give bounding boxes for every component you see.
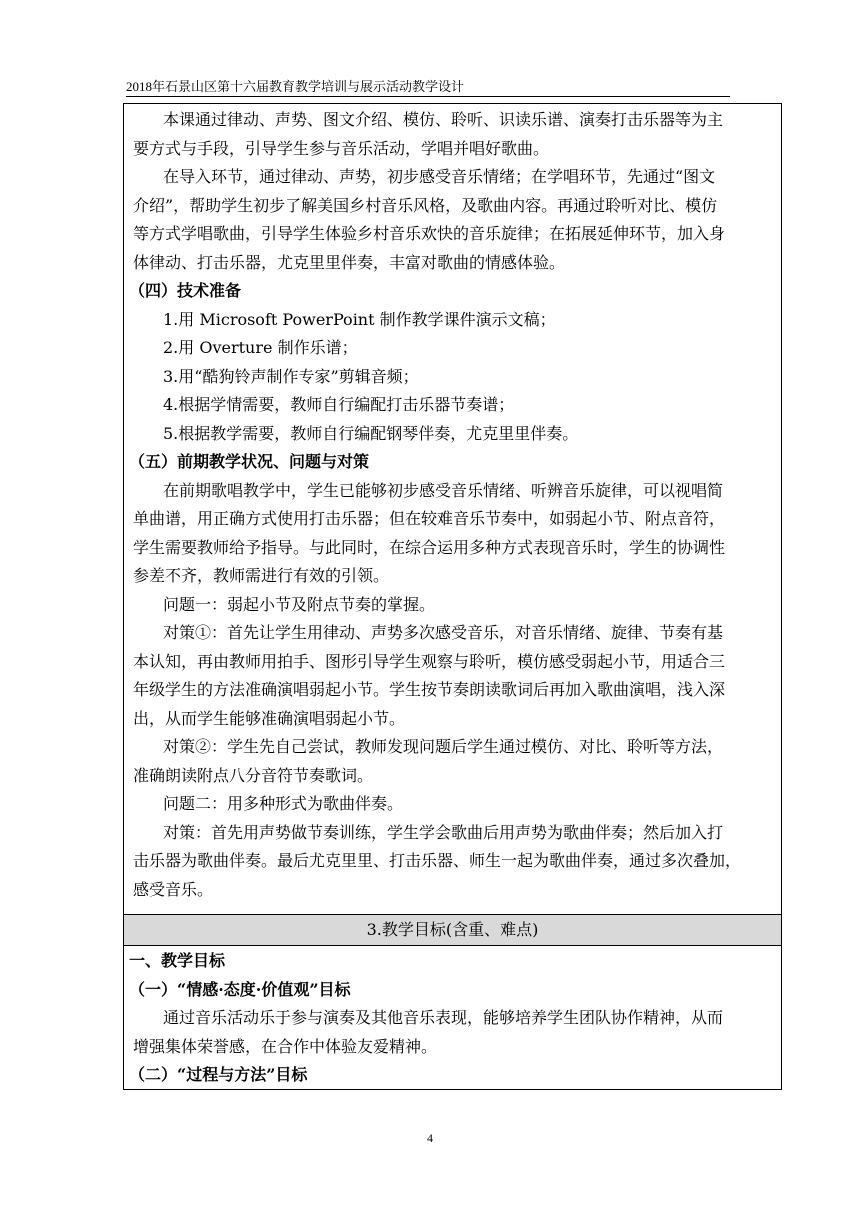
problem-two: 问题二：用多种形式为歌曲伴奏。 <box>163 794 404 813</box>
paragraph-line: 本课通过律动、声势、图文介绍、模仿、聆听、识读乐谱、演奏打击乐器等为主 <box>163 110 724 129</box>
prior-teaching-heading: （五）前期教学状况、问题与对策 <box>129 452 370 471</box>
goals-heading: 一、教学目标 <box>129 951 226 970</box>
paragraph-line: 学生需要教师给予指导。与此同时，在综合运用多种方式表现音乐时，学生的协调性 <box>133 537 726 557</box>
paragraph-line: 本认知，再由教师用拍手、图形引导学生观察与聆听，模仿感受弱起小节，用适合三 <box>133 651 726 671</box>
paragraph-line: 通过音乐活动乐于参与演奏及其他音乐表现，能够培养学生团队协作精神，从而 <box>163 1008 724 1027</box>
paragraph-line: 要方式与手段，引导学生参与音乐活动，学唱并唱好歌曲。 <box>133 138 550 158</box>
teaching-goals-section <box>125 947 781 1090</box>
page-number: 4 <box>427 1131 433 1145</box>
paragraph-line: 年级学生的方法准确演唱弱起小节。学生按节奏朗读歌词后再加入歌曲演唱，浅入深 <box>133 680 726 699</box>
tech-prep-heading: （四）技术准备 <box>129 281 242 300</box>
tech-item: 3.用“酷狗铃声制作专家”剪辑音频； <box>163 366 419 386</box>
problem-one: 问题一：弱起小节及附点节奏的掌握。 <box>163 594 436 614</box>
paragraph-line: 介绍”，帮助学生初步了解美国乡村音乐风格，及歌曲内容。再通过聆听对比、模仿 <box>133 195 718 215</box>
paragraph-line: 单曲谱，用正确方式使用打击乐器；但在较难音乐节奏中，如弱起小节、附点音符， <box>133 509 726 528</box>
teaching-goals-bar: 3.教学目标(含重、难点) <box>124 914 781 946</box>
paragraph-line: 增强集体荣誉感，在合作中体验友爱精神。 <box>133 1036 438 1056</box>
tech-item: 1.用 Microsoft PowerPoint 制作教学课件演示文稿； <box>163 309 556 329</box>
tech-item: 4.根据学情需要，教师自行编配打击乐器节奏谱； <box>163 395 515 414</box>
paragraph-line: 在导入环节，通过律动、声势，初步感受音乐情绪；在学唱环节，先通过“图文 <box>163 167 716 186</box>
paragraph-line: 准确朗读附点八分音符节奏歌词。 <box>133 765 374 785</box>
paragraph-line: 对策②：学生先自己尝试，教师发现问题后学生通过模仿、对比、聆听等方法， <box>163 737 724 756</box>
paragraph-line: 等方式学唱歌曲，引导学生体验乡村音乐欢快的音乐旋律；在拓展延伸环节，加入身 <box>133 224 726 243</box>
course-approach-section <box>125 106 781 904</box>
paragraph-line: 感受音乐。 <box>133 879 214 899</box>
paragraph-line: 击乐器为歌曲伴奏。最后尤克里里、打击乐器、师生一起为歌曲伴奏，通过多次叠加， <box>133 851 742 870</box>
paragraph-line: 对策①：首先让学生用律动、声势多次感受音乐，对音乐情绪、旋律、节奏有基 <box>163 623 724 642</box>
header-rule <box>126 96 730 97</box>
paragraph-line: 出，从而学生能够准确演唱弱起小节。 <box>133 708 406 728</box>
paragraph-line: 在前期歌唱教学中，学生已能够初步感受音乐情绪、听辨音乐旋律，可以视唱简 <box>163 480 724 500</box>
goal-process-heading: （二）“过程与方法”目标 <box>129 1065 308 1084</box>
paragraph-line: 体律动、打击乐器，尤克里里伴奏，丰富对歌曲的情感体验。 <box>133 252 566 272</box>
paragraph-line: 参差不齐，教师需进行有效的引领。 <box>133 566 390 585</box>
tech-item: 2.用 Overture 制作乐谱； <box>163 338 358 357</box>
tech-item: 5.根据教学需要，教师自行编配钢琴伴奏，尤克里里伴奏。 <box>163 423 579 443</box>
goal-emotion-heading: （一）“情感·态度·价值观”目标 <box>129 979 351 999</box>
page-header-title: 2018年石景山区第十六届教育教学培训与展示活动教学设计 <box>126 79 465 94</box>
paragraph-line: 对策：首先用声势做节奏训练，学生学会歌曲后用声势为歌曲伴奏；然后加入打 <box>163 822 724 842</box>
